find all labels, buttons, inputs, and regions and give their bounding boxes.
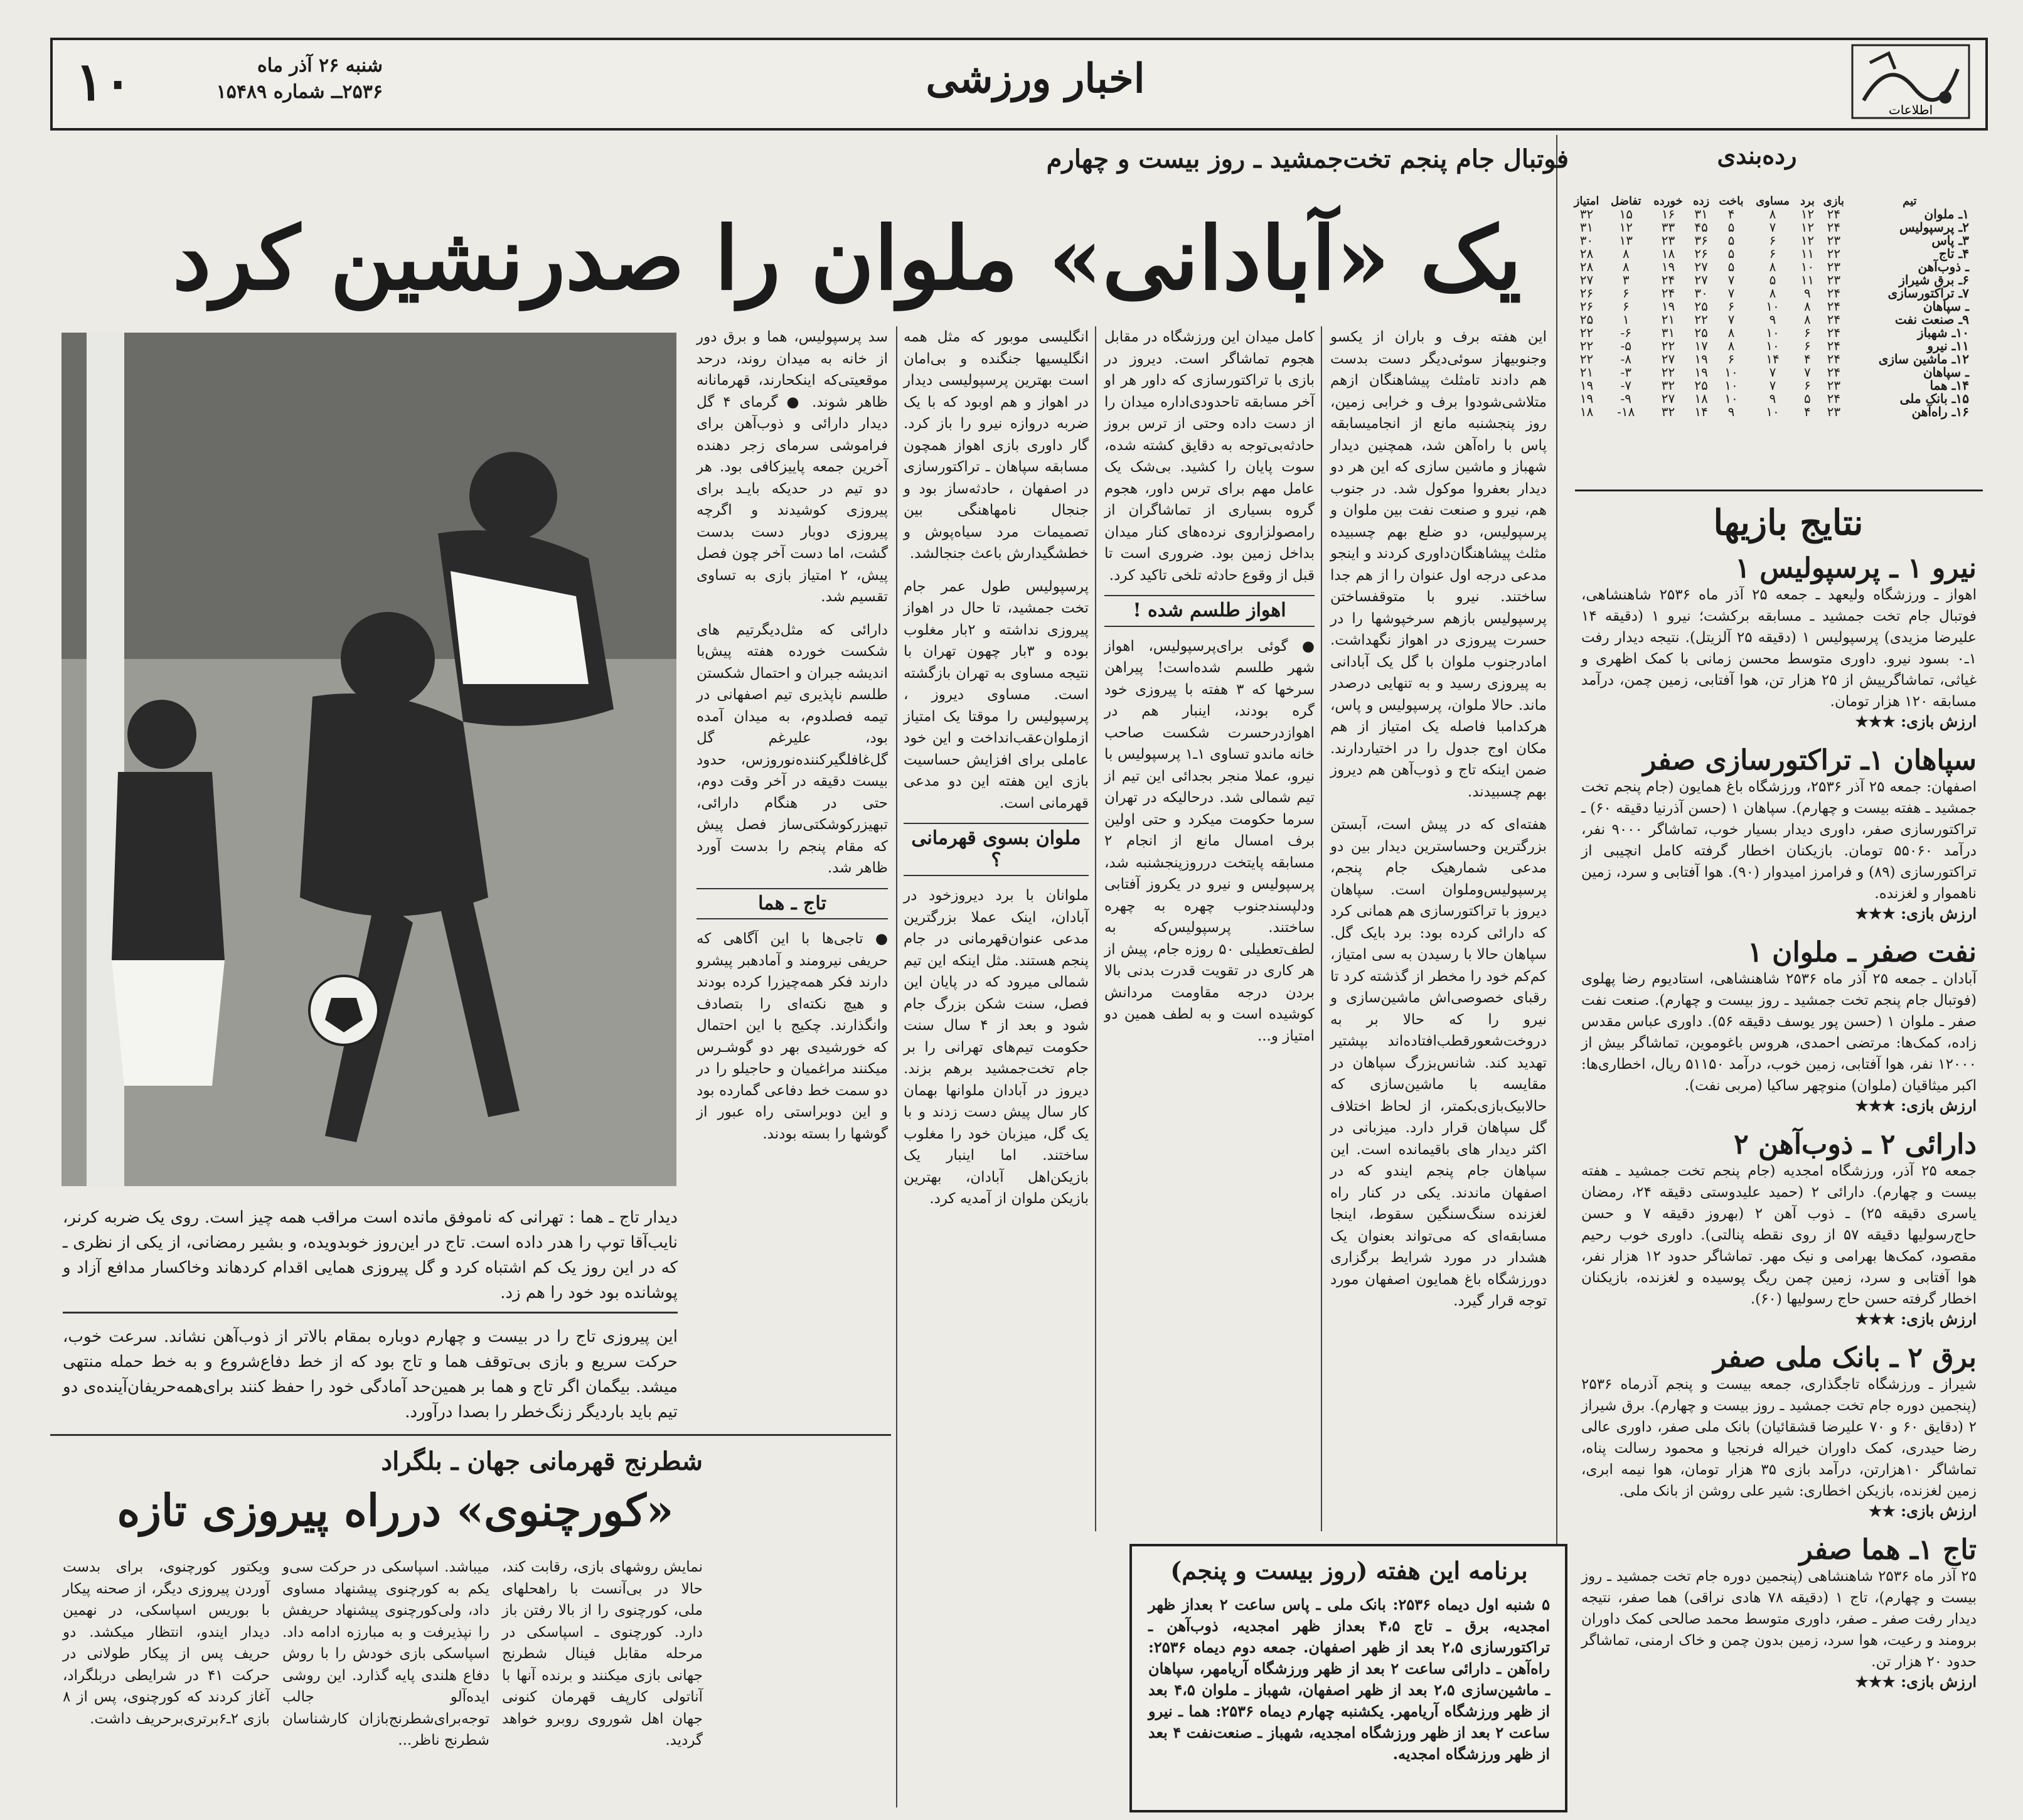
standings-cell: ۳۲ bbox=[1661, 404, 1675, 419]
standings-cell: ۱۰ bbox=[1800, 259, 1815, 274]
standings-cell: ۲۱ bbox=[1661, 312, 1675, 327]
standings-cell: ۲۴ bbox=[1827, 299, 1841, 314]
standings-cell: ۹ bbox=[1769, 391, 1776, 406]
standings-row bbox=[1569, 392, 1970, 405]
standings-cell: ۲۵ bbox=[1694, 325, 1708, 340]
team-name: ۷ـ تراکتورسازی bbox=[1887, 286, 1969, 301]
match-result bbox=[1581, 744, 1977, 923]
standings-cell: ۲۲ bbox=[1579, 351, 1594, 367]
team-name: ۱۶ـ راه‌آهن bbox=[1911, 404, 1969, 419]
match-report: آبادان ـ جمعه ۲۵ آذر ماه ۲۵۳۶ شاهنشاهی، استادیوم رضا پهلوی (فوتبال جام پنجم تخت جمشید ـ روز بیست و چهارم). صنعت نفت صفر ـ ملوان ۱ (حسن پور یوسف دقیقه ۵۶). داوری عباس مقدس زاده، کمک‌ها: مرتضی احمدی، هروس باغوموین، تماشاگر بیش از ۱۲۰۰۰ نفر، هوا آفتابی، زمین خوب، درآمد ۵۱۱۵۰ ریال، اخطاری‌ها: اکبر میثاقیان (ملوان) منوچهر ساکیا (مربی نفت). bbox=[1581, 971, 1977, 1094]
standings-body bbox=[1569, 208, 1970, 419]
standings-cell: ۲۴ bbox=[1827, 365, 1841, 380]
standings-cell: ۵ bbox=[1727, 259, 1735, 274]
standings-cell: ۶- bbox=[1620, 325, 1632, 340]
story-paragraph: هفته‌ای که در پیش است، آبستن بزرگترین وحساسترین دیدار بین دو مدعی شمارهیک جام پنجم، پرسپولیس‌وملوان است. سپاهان دیروز با تراکتورسازی هم همانی کرد که دارائی کرده بود: برد بایک گل. سپاهان حالا با رسیدن به سی امتیاز، کم‌کم خود را مخطر از گذشته کرد تا رقبای خصوصی‌اش ماشین‌سازی و نیرو را که حالا بر به دروخت‌شعورقطب‌افتاده‌اند بپشتیر تهدید کند. شانس‌بزرگ سپاهان در مقایسه با ماشین‌سازی که حالابیک‌بازی‌بکمتر، از لحاظ اختلاف گل سپاهان قرار دارد. میزبانی در اکثر دیدار های باقیمانده است. این سپاهان جام پنجم ایندو که در اصفهان ماندند. یکی در کنار راه لغزنده سنگ‌سنگین سقوط، اینجا مسابقه‌ای که می‌تواند بعنوان یک هشدار در مورد شرایط برگزاری دورزشگاه باغ همایون اصفهان مورد توجه قرار گیرد. bbox=[1330, 816, 1547, 1309]
chess-divider bbox=[50, 1434, 891, 1436]
story-closing-text: این پیروزی تاج را در بیست و چهارم دوباره بمقام بالاتر از ذوب‌آهن نشاند. سرعت خوب، حرکت سریع و بازی بی‌توقف هما و تاج بود که از خط دفاع‌شروع و به خط حمله منتهی میشد. بیگمان اگر تاج و هما بر همین‌حد آمادگی خود را حفظ کنند برای‌همه‌حریفان‌آینده‌ی دو تیم باید باردیگر زنگ‌خطر را بصدا درآورد. bbox=[63, 1327, 678, 1421]
team-name: ۴ـ تاج bbox=[1938, 246, 1969, 261]
standings-row bbox=[1569, 208, 1970, 221]
match-report: اهواز ـ ورزشگاه ولیعهد ـ جمعه ۲۵ آذر ماه ۲۵۳۶ شاهنشاهی، فوتبال جام تخت جمشید ـ مسابقه برکشت؛ نیرو ۱ (دقیقه ۱۴ علیرضا مزیدی) پرسپولیس ۱ (دقیقه ۲۵ آلزیتل). نتیجه دیدار رفت ۱ـ۰ بسود نیرو. داوری متوسط محسن زمانی با کمک اظهری و غیاثی، تماشاگرییش از ۲۵ هزار تن، هوا آفتابی، زمین چمن، درآمد مسابقه ۱۲۰ هزار تومان. bbox=[1581, 587, 1977, 710]
standings-cell: ۷ bbox=[1727, 272, 1735, 287]
team-name: ـ ذوب‌آهن bbox=[1918, 259, 1969, 274]
chess-column-2: میباشد. اسپاسکی در حرکت سی‌و یکم به کورچنوی پیشنهاد مساوی داد، ولی‌کورچنوی پیشنهاد حریفش را نپذیرفت و به مبارزه ادامه داد. اسپاسکی بازی خودش را با روش دفاع هلندی پایه گذارد. این روشی ایده‌آلو جالب توجه‌برای‌شطرنج‌بازان کارشناسان شطرنج ناظر... bbox=[282, 1559, 489, 1748]
standings-cell: ۱۰ bbox=[1724, 391, 1738, 406]
standings-cell: ۸ bbox=[1622, 246, 1630, 261]
standings-column-header: بازی bbox=[1823, 195, 1844, 208]
team-name: ۹ـ صنعت نفت bbox=[1894, 312, 1969, 327]
standings-cell: ۳- bbox=[1620, 365, 1632, 380]
date-line bbox=[144, 53, 383, 105]
standings-row bbox=[1569, 234, 1970, 247]
match-score-heading: نفت صفر ـ ملوان ۱ bbox=[1748, 936, 1977, 968]
standings-cell: ۱۱ bbox=[1800, 272, 1815, 287]
standings-cell: ۶ bbox=[1769, 246, 1776, 261]
standings-cell: ۱۴ bbox=[1766, 351, 1780, 367]
standings-column-header: تیم bbox=[1903, 195, 1917, 208]
standings-cell: ۱۲ bbox=[1800, 206, 1815, 222]
standings-cell: ۲۷ bbox=[1579, 272, 1594, 287]
standings-cell: ۹ bbox=[1727, 404, 1735, 419]
team-name: ۱ـ ملوان bbox=[1924, 206, 1969, 222]
standings-cell: ۵ bbox=[1804, 391, 1811, 406]
standings-column-header: خورده bbox=[1653, 195, 1683, 208]
match-score-heading: سپاهان ۱ـ تراکتورسازی صفر bbox=[1643, 744, 1977, 776]
story-paragraph: سد پرسپولیس، هما و برق‌ دور از خانه به میدان روند، درحد موقعیتی‌که اینکحارند، قهرمانانه ظاهر شوند. ● گرمای ۴ گل دیدار دارائی و ذوب‌آهن برای فراموشی سرمای زجر دهنده آخرین جمعه پاییزکافی بود. هر دو تیم در حدیکه بایـد برای پیروزی کوشیدند و اگرچه پیروزی دوبار دست بدست گشت، اما دست آخر چون فصل پیش، ۲ امتیاز بازی به تساوی تقسیم شد. bbox=[697, 329, 888, 605]
standings-cell: ۲۳ bbox=[1661, 233, 1675, 248]
standings-cell: ۲۴ bbox=[1827, 220, 1841, 235]
team-name: ۳ـ پاس bbox=[1931, 233, 1969, 248]
standings-table bbox=[1569, 195, 1970, 419]
standings-cell: ۲۷ bbox=[1694, 259, 1708, 274]
standings-row bbox=[1569, 247, 1970, 260]
standings-cell: ۲۲ bbox=[1694, 312, 1708, 327]
standings-cell: ۳۰ bbox=[1694, 286, 1708, 301]
standings-cell: ۴ bbox=[1804, 351, 1811, 367]
standings-column-header: تفاضل bbox=[1611, 195, 1641, 208]
standings-row bbox=[1569, 287, 1970, 300]
column-divider bbox=[896, 326, 897, 1807]
svg-text:اطلاعات: اطلاعات bbox=[1888, 102, 1933, 117]
standings-cell: ۱۰ bbox=[1724, 378, 1738, 393]
standings-cell: ۲۴ bbox=[1661, 272, 1675, 287]
standings-cell: ۶ bbox=[1727, 351, 1735, 367]
standings-cell: ۲۷ bbox=[1694, 272, 1708, 287]
standings-cell: ۲۲ bbox=[1579, 338, 1594, 353]
story-column-4 bbox=[697, 326, 888, 1330]
standings-cell: ۲۴ bbox=[1827, 325, 1841, 340]
standings-cell: ۸- bbox=[1620, 351, 1632, 367]
standings-row bbox=[1569, 260, 1970, 274]
standings-row bbox=[1569, 340, 1970, 353]
standings-cell: ۱۸ bbox=[1694, 391, 1708, 406]
standings-cell: ۲۳ bbox=[1827, 378, 1841, 393]
match-rating: ارزش بازی: ★★★ bbox=[1855, 1673, 1977, 1691]
standings-cell: ۵- bbox=[1620, 338, 1632, 353]
standings-row bbox=[1569, 274, 1970, 287]
standings-cell: ۱۹ bbox=[1661, 259, 1675, 274]
standings-cell: ۵ bbox=[1727, 220, 1735, 235]
standings-cell: ۸ bbox=[1769, 286, 1776, 301]
team-name: ۱۴ـ هما bbox=[1930, 378, 1969, 393]
standings-cell: ۲۱ bbox=[1579, 365, 1594, 380]
standings-cell: ۱۲ bbox=[1619, 220, 1633, 235]
standings-cell: ۶ bbox=[1727, 299, 1735, 314]
standings-cell: ۸ bbox=[1727, 325, 1735, 340]
match-score-heading: نیرو ۱ ـ پرسپولیس ۱ bbox=[1735, 552, 1977, 584]
standings-cell: ۱۹ bbox=[1694, 351, 1708, 367]
match-result bbox=[1581, 552, 1977, 731]
standings-cell: ۱۶ bbox=[1661, 206, 1675, 222]
goalpost bbox=[87, 333, 124, 1186]
standings-cell: ۲۵ bbox=[1694, 299, 1708, 314]
standings-column-header: مساوی bbox=[1756, 195, 1790, 208]
standings-cell: ۱۱ bbox=[1800, 246, 1815, 261]
match-report: شیراز ـ ورزشگاه تاجگذاری، جمعه بیست و پنجم آذرماه ۲۵۳۶ (پنجمین دوره جام تخت جمشید ـ روز بیست و چهارم). برق شیراز ۲ (دقایق ۶۰ و ۷۰ علیرضا قشقائیان) بانک ملی صفر، داوری عالی رضا حیدری، کمک داوران خیراله فرنجیا و محمود رسالت پناه، تماشاگر ۱۰هزارتن، درآمد بازی ۳۵ هزار تومان، هوا نیمه ابری، زمین لغزنده، بازیکن اخطاری: شیر علی روشن از بانک ملی. bbox=[1581, 1376, 1977, 1499]
standings-cell: ۱۹ bbox=[1579, 391, 1594, 406]
match-score-heading: برق ۲ ـ بانک ملی صفر bbox=[1713, 1342, 1977, 1374]
standings-cell: ۷- bbox=[1620, 378, 1632, 393]
standings-cell: ۲۸ bbox=[1579, 246, 1594, 261]
story-paragraph: پرسپولیس طول عمر جام تخت جمشید، تا حال در اهواز پیروزی نداشته و ۲بار مغلوب بوده و ۳بار چهون تهران با نتیجه مساوی به تهران بازگشته است. مساوی دیروز ، پرسپولیس را موقتا یک امتیاز ازملوان‌عقب‌انداخت و این خود عاملی برای افزایش حساسیت بازی این هفته این دو مدعی قهرمانی است. bbox=[904, 578, 1089, 811]
standings-cell: ۲۵ bbox=[1694, 378, 1708, 393]
standings-column-header: زده bbox=[1693, 195, 1710, 208]
standings-cell: ۱۵ bbox=[1619, 206, 1633, 222]
standings-cell: ۲۲ bbox=[1827, 246, 1841, 261]
match-report: اصفهان: جمعه ۲۵ آذر ۲۵۳۶، ورزشگاه باغ همایون (جام پنجم تخت جمشید ـ هفته بیست و چهارم). سپاهان ۱ (حسن آذرنیا دقیقه ۶۰) ـ تراکتورسازی صفر، داوری دیدار بسیار خوب، تماشاگر ۹۰۰۰ نفر، درآمد ۵۵۰۶۰ تومان. بازیکنان اخطار گرفته کامل انچیبی از تراکتورسازی (۸۹) و فرامرز امیدوار (۹۰). هوا آفتابی و سرد، زمین ناهموار و لغزنده. bbox=[1581, 779, 1977, 902]
standings-cell: ۶ bbox=[1769, 233, 1776, 248]
story-paragraph: ● تاجی‌ها با این آگاهی که حریفی نیرومند و آمادهبر پیشرو دارند فکر همه‌چیزرا کرده بودند و هیچ نکته‌ای را بتصادف وانگذارند. چکیج با این احتمال که خورشیدی بهر دو گوشـرس میکنند مراغمیان و حاجیلو را در دو سمت خط دفاعی گمارده بود و این دوبراستی راه عبور از گوشها را بسته بودند. bbox=[697, 931, 888, 1142]
standings-cell: ۳ bbox=[1622, 272, 1630, 287]
standings-cell: ۲۳ bbox=[1827, 272, 1841, 287]
subheading: ملوان بسوی قهرمانی ؟ bbox=[904, 823, 1089, 876]
standings-cell: ۱۰ bbox=[1724, 365, 1738, 380]
standings-row bbox=[1569, 326, 1970, 340]
chess-kicker: شطرنج قهرمانی جهان ـ بلگراد bbox=[381, 1447, 703, 1476]
match-photo bbox=[61, 333, 676, 1186]
standings-cell: ۱۸ bbox=[1579, 404, 1594, 419]
standings-row bbox=[1569, 313, 1970, 326]
match-rating: ارزش بازی: ★★★ bbox=[1855, 712, 1977, 731]
standings-cell: ۵ bbox=[1727, 246, 1735, 261]
team-name: ـ سپاهان bbox=[1923, 299, 1969, 314]
section-title: اخبار ورزشی bbox=[926, 55, 1145, 102]
standings-cell: ۷ bbox=[1769, 378, 1776, 393]
standings-cell: ۱۲ bbox=[1800, 220, 1815, 235]
standings-cell: ۱۸- bbox=[1617, 404, 1635, 419]
standings-cell: ۲۴ bbox=[1827, 338, 1841, 353]
standings-row bbox=[1569, 379, 1970, 392]
standings-cell: ۱۸ bbox=[1661, 246, 1675, 261]
story-paragraph: این هفته برف و باران از یکسو وجنوبیهاز سوئی‌دیگر دست بدست هم دادند تامثلث پیشاهنگان ازهم متلاشی‌شودوا برف و خرابی زمین، روز پنجشنبه مانع از انجامیسابقه پاس با راه‌آهن شد، همچنین دیدار شهباز و ماشین سازی که این هر دو دیدار بعفروا موکول شد. در جنوب هم، نیرو و صنعت نفت بین ملوان و پرسپولیس، دو ضلع بهم چسبیده مثلث پیشاهنگان‌داوری کردند و اینجو مدعی درجه اول عنوان را از هم جدا ساختند. نیرو با متوقفساختن پرسپولیس بازهم سرخپوشها را در حسرت پیروزی در اهواز نگهداشت. امادرجنوب ملوان با گل یک آبادانی به پیروزی رسید و به تنهایی درصدر ماند. حالا ملوان، پرسپولیس و پاس، هرکدامبا فاصله یک امتیاز از هم‌ مکان اوج جدول‌ را در اختیاردارند. ضمن اینکه تاج و ذوب‌آهن هم دیروز بهم چسبیدند. bbox=[1330, 329, 1547, 800]
standings-cell: ۹- bbox=[1620, 391, 1632, 406]
standings-cell: ۲۶ bbox=[1579, 286, 1594, 301]
standings-cell: ۹ bbox=[1804, 286, 1811, 301]
standings-cell: ۱۳ bbox=[1619, 233, 1633, 248]
standings-cell: ۸ bbox=[1727, 338, 1735, 353]
standings-cell: ۸ bbox=[1769, 206, 1776, 222]
match-rating: ارزش بازی: ★★★ bbox=[1855, 1096, 1977, 1115]
subheading: اهواز طلسم شده ! bbox=[1104, 595, 1315, 627]
column-divider bbox=[1321, 326, 1322, 1531]
standings-cell: ۲۵ bbox=[1579, 312, 1594, 327]
standings-cell: ۷ bbox=[1769, 220, 1776, 235]
story-headline: یک «آبادانی» ملوان را صدرنشین کرد bbox=[173, 207, 1522, 309]
standings-cell: ۲۴ bbox=[1827, 286, 1841, 301]
standings-cell: ۱۹ bbox=[1661, 299, 1675, 314]
standings-column-header: برد bbox=[1800, 195, 1815, 208]
match-result bbox=[1581, 936, 1977, 1115]
results-list bbox=[1581, 552, 1977, 1807]
standings-row bbox=[1569, 300, 1970, 313]
standings-cell: ۷ bbox=[1769, 365, 1776, 380]
standings-cell: ۶ bbox=[1622, 299, 1630, 314]
match-rating: ارزش بازی: ★★ bbox=[1868, 1502, 1977, 1520]
story-column-2 bbox=[1104, 326, 1315, 1538]
standings-cell: ۱۹ bbox=[1694, 365, 1708, 380]
standings-cell: ۳۶ bbox=[1694, 233, 1708, 248]
match-result bbox=[1581, 1128, 1977, 1328]
standings-cell: ۲۲ bbox=[1661, 338, 1675, 353]
standings-cell: ۲۴ bbox=[1827, 206, 1841, 222]
standings-cell: ۱۷ bbox=[1694, 338, 1708, 353]
standings-cell: ۱۰ bbox=[1766, 404, 1780, 419]
story-paragraph: انگلیسی موبور که مثل همه انگلیسیها جنگنده و بی‌امان است بهترین پرسپولیسی دیدار در اهواز و هم اوبود که با یک ضربه دروازه نیرو را باز کرد. گار داوری بازی اهواز همچون مسابقه سپاهان ـ تراکتورسازی در اصفهان ، حادثه‌ساز بود و جنجال نامهاهنگی بین تصمیمات مرد سیاه‌پوش و خطشگیدارش باعث جنجالشد. bbox=[904, 329, 1089, 562]
standings-cell: ۲۳ bbox=[1827, 259, 1841, 274]
standings-row bbox=[1569, 366, 1970, 379]
match-result bbox=[1581, 1342, 1977, 1520]
standings-cell: ۸ bbox=[1622, 259, 1630, 274]
results-title: نتایج بازیها bbox=[1713, 502, 1864, 543]
standings-cell: ۱۲ bbox=[1800, 233, 1815, 248]
match-rating: ارزش بازی: ★★★ bbox=[1855, 1310, 1977, 1328]
standings-cell: ۶ bbox=[1622, 286, 1630, 301]
standings-cell: ۸ bbox=[1769, 259, 1776, 274]
standings-cell: ۶ bbox=[1804, 378, 1811, 393]
standings-row bbox=[1569, 353, 1970, 366]
team-name: ۱۲ـ ماشین سازی bbox=[1878, 351, 1969, 367]
standings-cell: ۲۸ bbox=[1579, 259, 1594, 274]
standings-cell: ۲۶ bbox=[1694, 246, 1708, 261]
standings-cell: ۳۳ bbox=[1661, 220, 1675, 235]
standings-cell: ۱۰ bbox=[1766, 299, 1780, 314]
team-name: ۱۱ـ نیرو bbox=[1927, 338, 1969, 353]
story-paragraph: کامل میدان این ورزشگاه در مقابل هجوم تماشاگر است. دیروز در بازی با تراکتورسازی که داور هر او آخر مسابقه تاحدودی‌اداره میدان را از دست داده وحتی از ترس بروز حادثه‌بی‌توجه به دقایق کشته شده، سوت پایان را کشید. بی‌شک یک عامل مهم برای ترس داور، هجوم گروه بسیاری از تماشاگران از رامصولزاروی نرده‌های کنار میدان بداخل زمین بود. ضروری است تا قبل از وقوع حادثه تلخی تاکید کرد. bbox=[1104, 329, 1315, 584]
team-name: ۲ـ پرسپولیس bbox=[1899, 220, 1969, 235]
standings-cell: ۳۱ bbox=[1579, 220, 1594, 235]
standings-cell: ۴۵ bbox=[1694, 220, 1708, 235]
match-score-heading: دارائی ۲ ـ ذوب‌آهن ۲ bbox=[1734, 1128, 1977, 1160]
standings-cell: ۲۷ bbox=[1661, 351, 1675, 367]
standings-cell: ۷ bbox=[1727, 286, 1735, 301]
standings-row bbox=[1569, 221, 1970, 234]
standings-cell: ۳۲ bbox=[1579, 206, 1594, 222]
standings-cell: ۱۰ bbox=[1766, 325, 1780, 340]
standings-cell: ۸ bbox=[1804, 312, 1811, 327]
standings-cell: ۱ bbox=[1622, 312, 1630, 327]
standings-cell: ۶ bbox=[1804, 325, 1811, 340]
standings-cell: ۱۴ bbox=[1694, 404, 1708, 419]
page-number: ۱۰ bbox=[75, 50, 132, 112]
standings-cell: ۲۶ bbox=[1579, 299, 1594, 314]
schedule-text: ۵ شنبه اول دیماه ۲۵۳۶: بانک ملی ـ پاس ساعت ۲ بعداز ظهر امجدیه، برق ـ تاج ۴،۵ بعداز ظهر امجدیه، ذوب‌آهن ـ تراکتورسازی ۲،۵ بعد از ظهر اصفهان. جمعه دوم دیماه ۲۵۳۶: راه‌آهن ـ دارائی ساعت ۲ بعد از ظهر ورزشگاه آریامهر، سپاهان ـ ماشین‌سازی ۲،۵ بعد از ظهر اصفهان، شهباز ـ ملوان ۴،۵ بعد از ظهر ورزشگاه آریامهر. یکشنبه چهارم دیماه ۲۵۳۶: هما ـ نیرو ساعت ۲ بعد از ظهر ورزشگاه امجدیه، شهباز ـ صنعت‌نفت ۴ بعد از ظهر ورزشگاه امجدیه. bbox=[1148, 1595, 1550, 1763]
standings-cell: ۳۱ bbox=[1661, 325, 1675, 340]
standings-cell: ۲۳ bbox=[1827, 233, 1841, 248]
standings-cell: ۴ bbox=[1727, 206, 1735, 222]
standings-cell: ۴ bbox=[1804, 404, 1811, 419]
chess-column-3: ویکتور کورچنوی، برای بدست آوردن پیروزی دیگر، از صحنه پیکار با بوریس اسپاسکی، در نهمین دیدار ایندو، انتظار میکشد. دو حریف پس از پیکار طولانی در حرکت ۴۱ در شرایطی دربلگراد، آغاز کردند که کورچنوی، پس از ۸ بازی ۲ـ۶برتری‌بر‌حریف داشت. bbox=[63, 1559, 270, 1727]
standings-cell: ۷ bbox=[1804, 365, 1811, 380]
chess-column-1: نمایش روشهای بازی، رقابت کند، حالا در بی‌آنست با راهحلهای ملی، کورچنوی را از بالا رفتن باز دارد. کورچنوی ـ اسپاسکی در مرحله مقابل فینال شطرنج جهانی بازی میکنند و برنده آنها با آناتولی کارپف قهرمان کنونی جهان اهل شوروی روبرو خواهد گردید. bbox=[502, 1559, 703, 1748]
standings-cell: ۲۴ bbox=[1827, 351, 1841, 367]
chess-headline: «کورچنوی» درراه پیروزی تازه bbox=[117, 1484, 674, 1536]
story-kicker: فوتبال جام پنجم تخت‌جمشید ـ روز بیست و چهارم bbox=[1046, 144, 1569, 174]
standings-cell: ۲۳ bbox=[1827, 404, 1841, 419]
standings-cell: ۲۴ bbox=[1661, 286, 1675, 301]
match-report: ۲۵ آذر ماه ۲۵۳۶ شاهنشاهی (پنجمین دوره جام تخت جمشید ـ روز بیست و چهارم)، تاج ۱ (دقیقه ۷۸ هادی نراقی) هما صفر، نتیجه دیدار رفت صفر ـ صفر، داوری متوسط محمد صالحی کمک داوران برومند و رعیت، هوا سرد، زمین بدون چمن و خاک ارمنی، تماشاگر حدود ۲۰ هزار تن. bbox=[1581, 1568, 1977, 1670]
issue-date: شنبه ۲۶ آذر ماه bbox=[257, 55, 383, 77]
standings-cell: ۲۴ bbox=[1827, 312, 1841, 327]
standings-cell: ۶ bbox=[1804, 338, 1811, 353]
standings-cell: ۲۴ bbox=[1827, 391, 1841, 406]
story-paragraph: ● گوئی برای‌پرسپولیس، اهواز شهر طلسم شده‌است! پیراهن سرخها که ۳ هفته با پیروزی خود گره بودند، اینبار هم در اهوازدرحسرت شکست صاحب خانه ماندو تساوی ۱ـ۱ پرسپولیس با نیرو، عملا منجر بجدائی این تیم از تیم شمالی شد. درحالیکه در تهران سرما حکومت میکرد و حتی اولین برف امسال مانع از انجام ۲ مسابقه پایتخت درروزپنجشنبه شد، پرسپولیس و نیرو در یکروز آفتابی ودلپسندجنوب چهره به چهره ساختند. پرسپولیس‌که به لطف‌تعطیلی ۵۰ روزه جام، پیش از هر کاری در تقویت قدرت بدنی بالا بردن درجه مقاومت مردانش کوشیده است و به لطف همین دو امتیاز و... bbox=[1104, 638, 1315, 1044]
standings-cell: ۳۱ bbox=[1694, 206, 1708, 222]
standings-row bbox=[1569, 405, 1970, 419]
standings-cell: ۷ bbox=[1727, 312, 1735, 327]
standings-cell: ۸ bbox=[1804, 299, 1811, 314]
match-result bbox=[1581, 1534, 1977, 1691]
standings-cell: ۲۷ bbox=[1661, 391, 1675, 406]
story-column-1 bbox=[1330, 326, 1547, 1309]
subheading: تاج ـ هما bbox=[697, 888, 888, 920]
standings-header-row bbox=[1569, 195, 1970, 208]
standings-cell: ۳۰ bbox=[1579, 233, 1594, 248]
schedule-title: برنامه این هفته (روز بیست و پنجم) bbox=[1170, 1556, 1528, 1585]
issue-number: ۲۵۳۶ــ شماره ۱۵۴۸۹ bbox=[216, 81, 383, 103]
match-rating: ارزش بازی: ★★★ bbox=[1855, 904, 1977, 923]
story-paragraph: دارائی که مثل‌دیگرتیم های شکست خورده هفته پیش‌با اندیشه جبران و احتمال شکستن طلسم ناپذیری تیم اصفهانی در تیمه فصلدوم، به میدان آمده بود، علیرغم گل گل‌غافلگیرکننده‌نوروزس، حدود بیست دقیقه در آخر وقت دوم، حتی در هنگام دارائی، تبهیزرکوشکتی‌ساز فصل پیش که مقام پنجم را بدست آورد ظاهر شد. bbox=[697, 621, 888, 876]
story-column-3 bbox=[904, 326, 1089, 1807]
match-report: جمعه ۲۵ آذر، ورزشگاه امجدیه (جام پنجم تخت جمشید ـ هفته بیست و چهارم). دارائی ۲ (حمید علیدوستی دقیقه ۲۴، رمضان یاسری دقیقه ۲۵) ـ ذوب آهن ۲ (بهروز دقیقه ۷ و حسن حاج‌رسولیها دقیقه ۵۷ از روی نقطه پنالتی). داوری خوب رحیم مقصود، کمک‌ها بهرامی و نیک مهر. تماشاگر حدود ۱۲ هزار نفر، هوا آفتابی و سرد، زمین چمن ریگ پوسیده و لغزنده، بازیکنان اخطار گرفته حسن حاج رسولیها (۶۰). bbox=[1581, 1163, 1977, 1307]
photo-caption: دیدار تاج ـ هما : تهرانی که ناموفق مانده است مراقب همه چیز است. روی یک ضربه کرنر، نایب‌آقا توپ را هدر داده است. تاج در این‌روز خوبدویده، و بشیر رمضانی، از یکی از نظری ـ که در این روز یک کم اشتباه کرد و گل پیروزی همایی اقدام کردهاند وخاکسار مدافع آزاد و پوشانده بود خود را هم زد. bbox=[63, 1208, 678, 1302]
standings-cell: ۱۰ bbox=[1766, 338, 1780, 353]
team-name: ۶ـ برق شیراز bbox=[1899, 272, 1969, 287]
standings-cell: ۱۹ bbox=[1579, 378, 1594, 393]
story-paragraph: ملوانان با برد دیروزخود در آبادان، اینک عملا بزرگترین مدعی عنوان‌قهرمانی در جام پنجم هستند. مثل اینکه این تیم شمالی میرود که در پایان این فصل، سنت شکن بزرگ جام شود و بعد از ۴ سال سنت حکومت تیم‌های تهرانی را بر جام تخت‌جمشید برهم بزند. دیروز در آبادان ملوانها بهمان کار سال پیش دست زدند و با یک گل، میزبان خود را مغلوب ساختند. اما اینبار یک بازیکن‌اهل آبادان، بهترین بازیکن ملوان از آمدیه کرد. bbox=[904, 887, 1089, 1207]
standings-cell: ۲۲ bbox=[1661, 365, 1675, 380]
standings-title: رده‌بندی bbox=[1717, 141, 1797, 169]
standings-column-header: باخت bbox=[1719, 195, 1744, 208]
newspaper-logo-icon bbox=[1851, 44, 1970, 119]
team-name: ۱۰ـ شهباز bbox=[1917, 325, 1969, 340]
standings-cell: ۵ bbox=[1727, 233, 1735, 248]
standings-cell: ۳۲ bbox=[1661, 378, 1675, 393]
match-score-heading: تاج ۱ـ هما صفر bbox=[1799, 1534, 1977, 1566]
team-name: ـ سپاهان bbox=[1923, 365, 1969, 380]
standings-cell: ۹ bbox=[1769, 312, 1776, 327]
caption-divider bbox=[63, 1312, 678, 1314]
standings-column-header: امتیاز bbox=[1574, 195, 1599, 208]
team-name: ۱۵ـ بانک ملی bbox=[1899, 391, 1969, 406]
column-divider bbox=[1095, 326, 1096, 1531]
standings-cell: ۵ bbox=[1769, 272, 1776, 287]
standings-cell: ۲۲ bbox=[1579, 325, 1594, 340]
